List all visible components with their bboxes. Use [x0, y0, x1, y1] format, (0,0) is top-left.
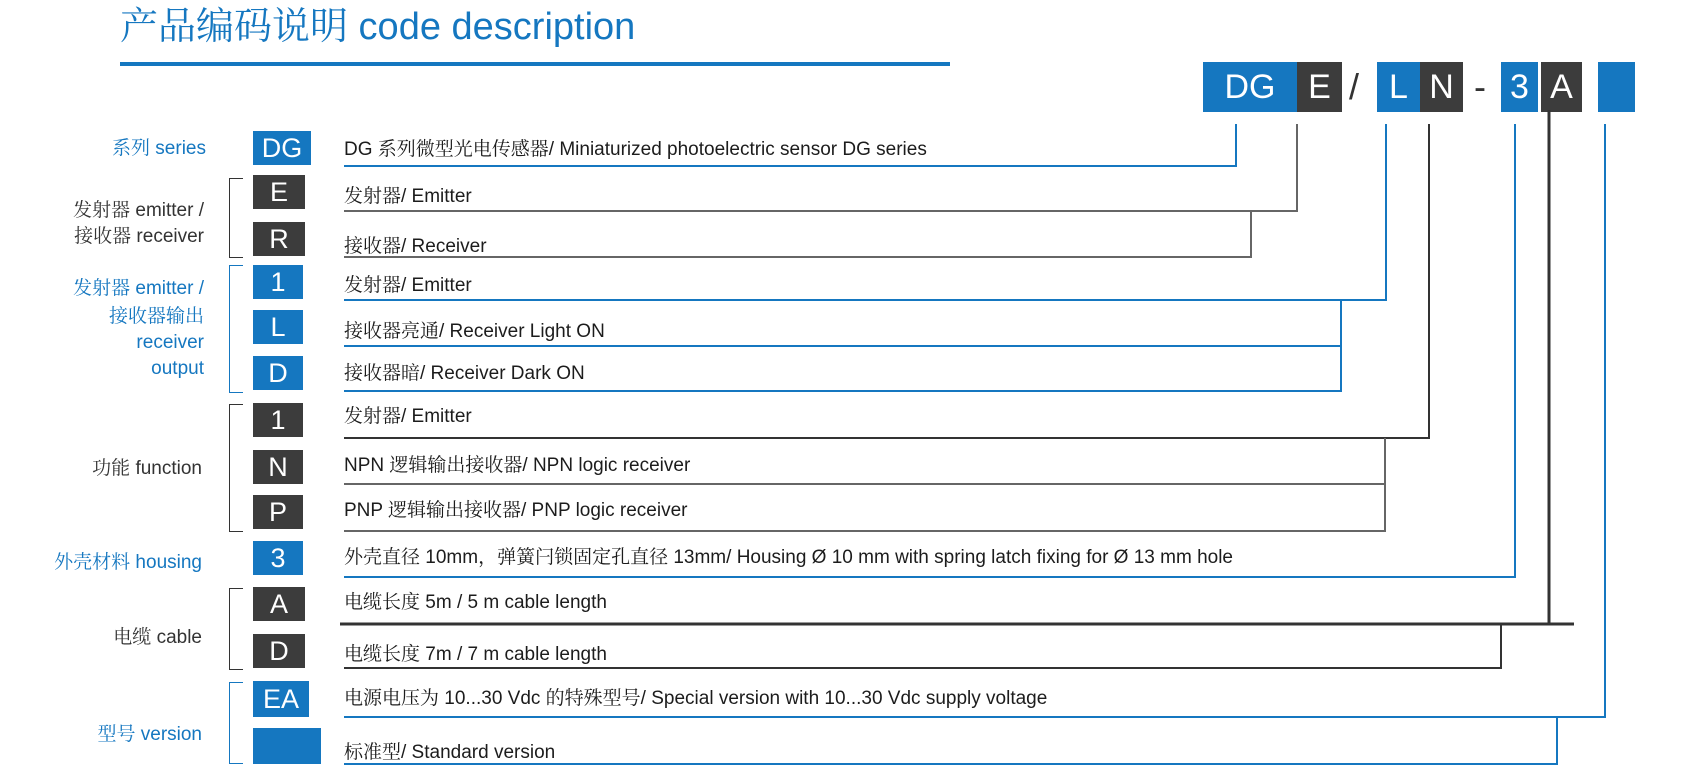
desc-pnp: PNP 逻辑输出接收器/ PNP logic receiver [344, 500, 688, 521]
connector-receiver [344, 211, 1251, 257]
desc-light-on: 接收器亮通/ Receiver Light ON [344, 321, 605, 342]
header-code-function: N [1420, 62, 1463, 112]
category-output-line1: 发射器 emitter / [73, 278, 204, 299]
code-box-emitter: E [253, 175, 305, 209]
header-code-emitter-receiver: E [1297, 62, 1342, 112]
category-emitter-receiver-line2: 接收器 receiver [74, 226, 204, 247]
desc-npn: NPN 逻辑输出接收器/ NPN logic receiver [344, 455, 691, 476]
code-box-output-emitter: 1 [253, 265, 303, 299]
code-box-function-emitter: 1 [253, 403, 303, 437]
header-separator-slash: / [1349, 66, 1360, 107]
connector-special-version [344, 124, 1605, 717]
header-code-output: L [1377, 62, 1420, 112]
code-box-light-on: L [253, 310, 303, 344]
desc-receiver: 接收器/ Receiver [344, 236, 487, 257]
connector-dark-on [344, 346, 1341, 391]
category-version: 型号 version [97, 724, 202, 745]
desc-standard-version: 标准型/ Standard version [344, 742, 556, 763]
desc-series: DG 系列微型光电传感器/ Miniaturized photoelectric sensor DG series [344, 139, 927, 160]
code-box-special-version: EA [253, 681, 309, 717]
connector-emitter [344, 124, 1297, 211]
category-function: 功能 function [92, 458, 202, 479]
code-box-cable-5m: A [253, 587, 305, 621]
category-emitter-receiver-line1: 发射器 emitter / [73, 200, 204, 221]
desc-housing: 外壳直径 10mm，弹簧闩锁固定孔直径 13mm/ Housing Ø 10 mm with spring latch fixing for Ø 13 mm hole [344, 547, 1234, 568]
category-housing: 外壳材料 housing [54, 552, 202, 573]
connector-pnp [344, 484, 1385, 531]
desc-output-emitter: 发射器/ Emitter [344, 275, 472, 296]
code-box-cable-7m: D [253, 634, 305, 668]
page-title: 产品编码说明 code description [120, 6, 636, 48]
code-box-dark-on: D [253, 356, 303, 390]
connector-standard-version [344, 717, 1557, 764]
code-box-receiver: R [253, 222, 305, 256]
header-separator-dash: - [1474, 66, 1486, 107]
header-code-cable: A [1541, 62, 1582, 112]
category-cable: 电缆 cable [113, 627, 202, 648]
header-code-housing: 3 [1501, 62, 1538, 112]
category-output-line2: 接收器输出 [108, 306, 204, 327]
category-output-line4: output [151, 358, 204, 379]
connector-series [344, 124, 1236, 166]
desc-dark-on: 接收器暗/ Receiver Dark ON [344, 363, 585, 384]
connector-light-on [344, 300, 1341, 346]
desc-cable-7m: 电缆长度 7m / 7 m cable length [344, 644, 607, 665]
connector-cable-7m [344, 624, 1501, 668]
desc-special-version: 电源电压为 10...30 Vdc 的特殊型号/ Special version with 10...30 Vdc supply voltage [344, 688, 1048, 709]
connector-npn [344, 438, 1385, 484]
desc-function-emitter: 发射器/ Emitter [344, 406, 472, 427]
connector-housing [344, 124, 1515, 577]
code-box-pnp: P [253, 495, 303, 529]
desc-cable-5m: 电缆长度 5m / 5 m cable length [344, 592, 607, 613]
header-code-series: DG [1203, 62, 1297, 112]
code-box-series: DG [253, 131, 311, 165]
category-output-line3: receiver [136, 332, 204, 353]
category-series: 系列 series [112, 138, 206, 159]
desc-emitter: 发射器/ Emitter [344, 186, 472, 207]
code-box-npn: N [253, 450, 303, 484]
code-box-housing: 3 [253, 541, 303, 575]
